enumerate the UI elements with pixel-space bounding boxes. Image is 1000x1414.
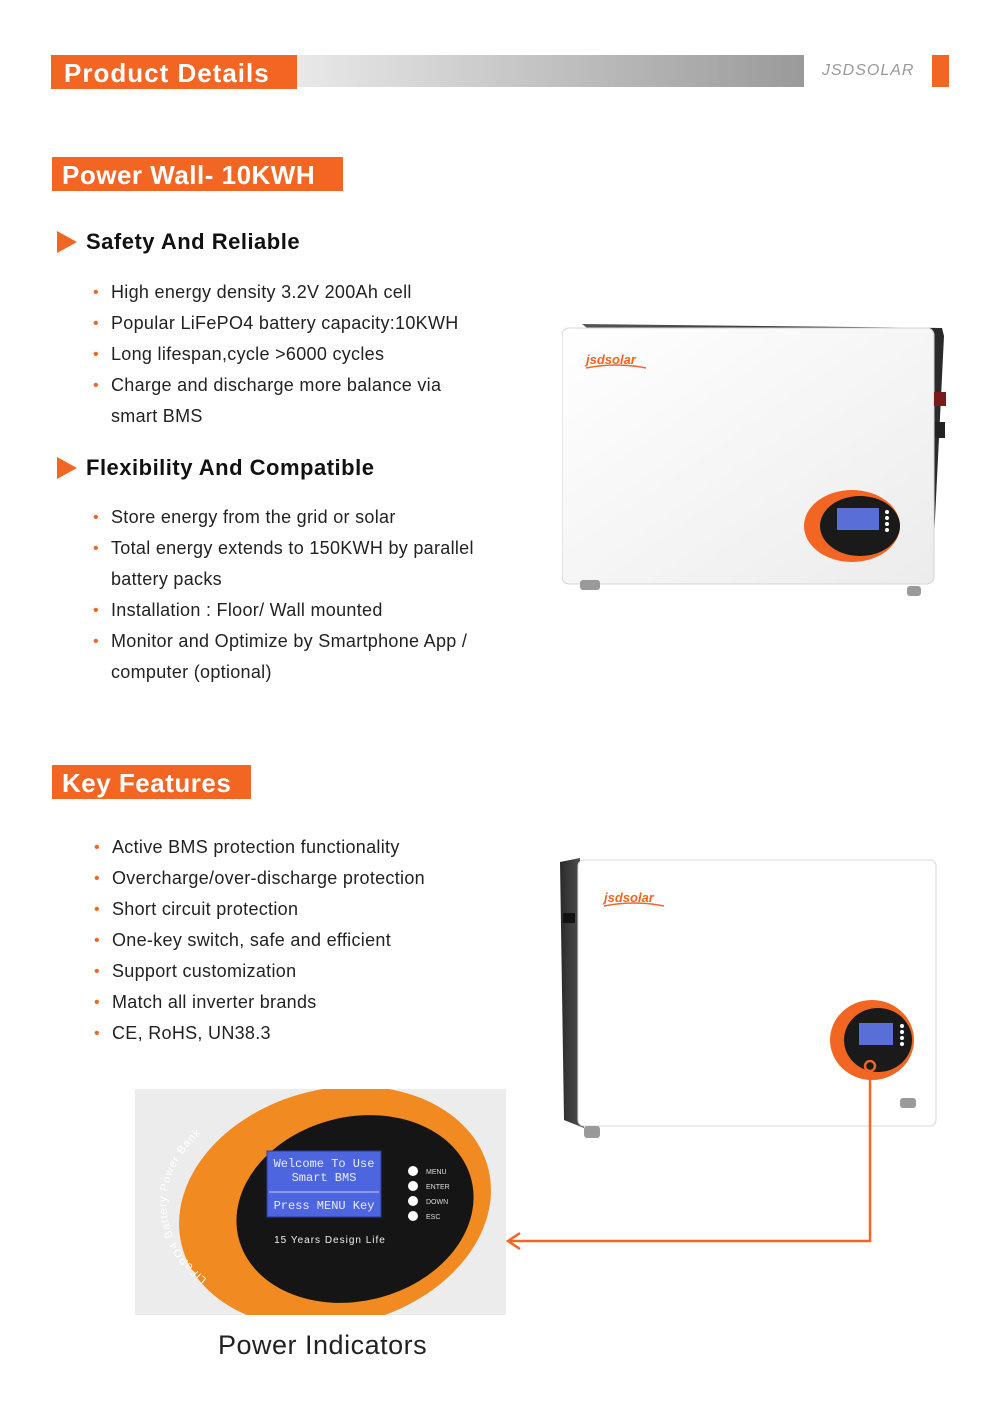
flexibility-heading (57, 455, 374, 481)
triangle-arrow-icon (57, 457, 77, 479)
screen-line-3: Press MENU Key (273, 1199, 375, 1213)
screen-line-1: Welcome To Use (273, 1157, 375, 1171)
features-list (94, 832, 514, 1049)
list-item: • Short circuit protection (94, 894, 514, 925)
header-gradient-bar (297, 55, 804, 87)
list-item: • Overcharge/over-discharge protection (94, 863, 514, 894)
header-accent-block (932, 55, 949, 87)
list-item: • One-key switch, safe and efficient (94, 925, 514, 956)
header-brand: JSDSOLAR (822, 62, 915, 79)
menu-button[interactable] (408, 1166, 418, 1176)
caption: Power Indicators (218, 1330, 428, 1360)
list-item: • Support customization (94, 956, 514, 987)
product-tag: Power Wall- 10KWH (52, 157, 343, 191)
list-item: • Installation : Floor/ Wall mounted (93, 595, 513, 626)
safety-list (93, 277, 513, 432)
header-title: Product Details (51, 55, 297, 89)
list-item: • Match all inverter brands (94, 987, 514, 1018)
enter-button[interactable] (408, 1181, 418, 1191)
list-item: • Long lifespan,cycle >6000 cycles (93, 339, 513, 370)
power-indicator-photo (135, 1089, 506, 1315)
features-tag: Key Features (52, 765, 251, 799)
triangle-arrow-icon (57, 231, 77, 253)
safety-heading (57, 229, 300, 255)
screen-line-2: Smart BMS (291, 1171, 357, 1185)
menu-label: MENU (426, 1169, 447, 1176)
safety-heading-text: Safety And Reliable (86, 229, 301, 254)
list-item: • Active BMS protection functionality (94, 832, 514, 863)
indicator-panel (135, 1089, 506, 1315)
down-button[interactable] (408, 1196, 418, 1206)
list-item: • Charge and discharge more balance via smart BMS (93, 370, 488, 432)
list-item: • CE, RoHS, UN38.3 (94, 1018, 514, 1049)
esc-label: ESC (426, 1214, 441, 1221)
connector-arrow (500, 1060, 880, 1260)
flexibility-heading-text: Flexibility And Compatible (86, 455, 375, 480)
esc-button[interactable] (408, 1211, 418, 1221)
battery-image-front (562, 322, 946, 598)
ring-label: LiFePO4 Battery Power Bank (157, 1126, 209, 1286)
enter-label: ENTER (426, 1184, 450, 1191)
svg-text:jsdsolar: jsdsolar (604, 890, 654, 905)
list-item: • Store energy from the grid or solar (93, 502, 513, 533)
design-life-label: 15 Years Design Life (274, 1235, 386, 1246)
list-item: • Total energy extends to 150KWH by parallel battery packs (93, 533, 508, 595)
list-item: • High energy density 3.2V 200Ah cell (93, 277, 513, 308)
svg-text:jsdsolar: jsdsolar (586, 352, 636, 367)
flexibility-list (93, 502, 513, 688)
list-item: • Monitor and Optimize by Smartphone App / computer (optional) (93, 626, 508, 688)
list-item: • Popular LiFePO4 battery capacity:10KWH (93, 308, 513, 339)
down-label: DOWN (426, 1199, 449, 1206)
